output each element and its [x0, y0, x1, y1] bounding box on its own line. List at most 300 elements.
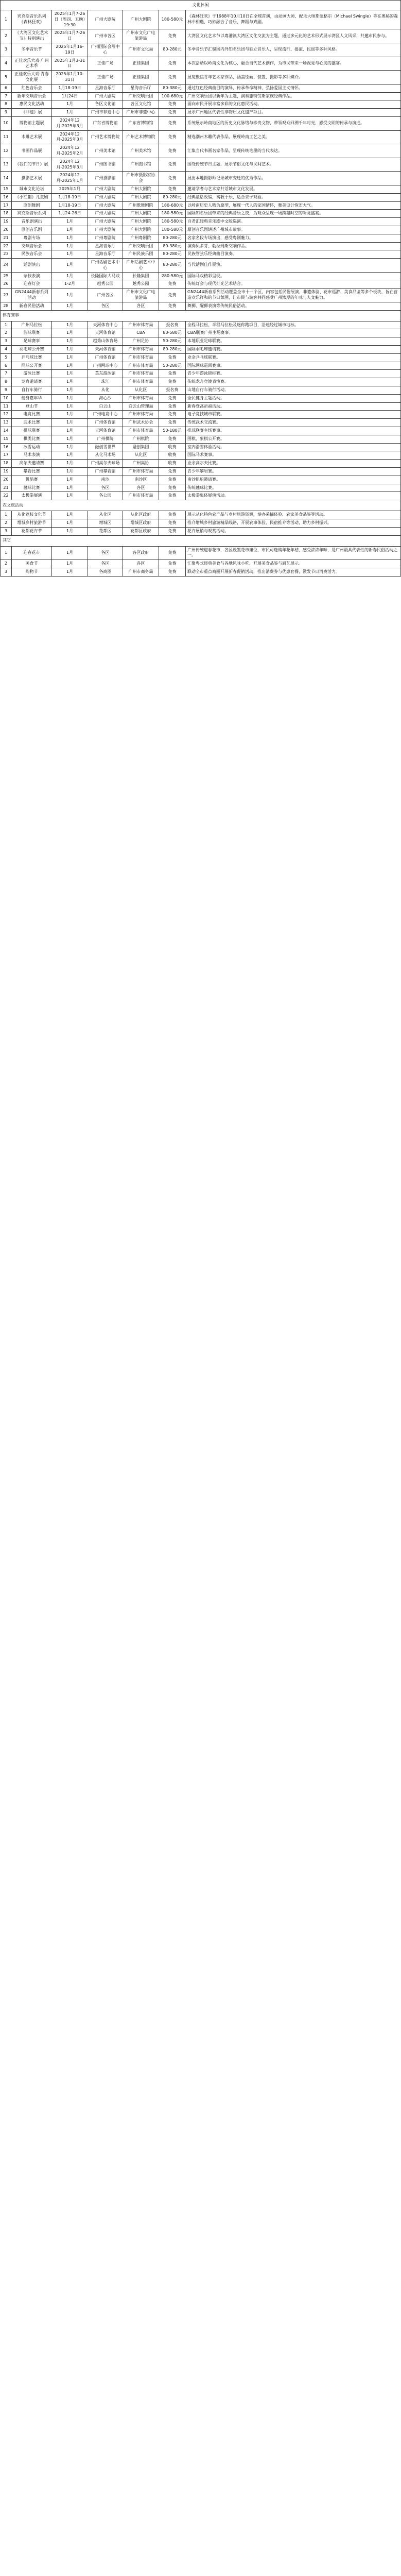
event-description: GN2444新春系列活动覆盖全市十一个区，内容包括民俗展演、非遗体验、花市巡游、美食品鉴等多个板块，旨在营造欢乐祥和的节日氛围，让市民与游客共同感受广州浓厚的年味与人文魅力。	[186, 289, 401, 302]
event-venue: 融创雪世界	[88, 443, 123, 451]
event-venue: 各区	[88, 302, 123, 310]
event-row	[1, 492, 401, 500]
event-price: 免费	[159, 29, 186, 43]
event-name: 花都花卉节	[12, 527, 52, 535]
event-date: 1月	[52, 419, 88, 427]
event-name: 棋类比赛	[12, 435, 52, 443]
event-price: 180-680元	[159, 201, 186, 210]
row-number: 1	[1, 10, 12, 29]
row-number: 1	[1, 511, 12, 519]
event-description: 原创音乐剧讲述广州城市故事。	[186, 226, 401, 234]
event-price: 80-280元	[159, 259, 186, 273]
row-number: 8	[1, 378, 12, 386]
event-description: 本地职业足球联赛。	[186, 337, 401, 346]
event-price: 免费	[159, 289, 186, 302]
event-description: 电子竞技城市联赛。	[186, 411, 401, 419]
event-venue: 各公园	[88, 492, 123, 500]
event-description: 舞狮、醒狮表演等传统民俗活动。	[186, 302, 401, 310]
event-venue: 广州网球中心	[88, 362, 123, 370]
event-venue: 广州大剧院	[88, 218, 123, 226]
event-organizer: 广州市摄影家协会	[123, 172, 159, 185]
event-organizer: 广州大剧院	[123, 193, 159, 201]
event-description: 花卉展销与观赏活动。	[186, 527, 401, 535]
event-organizer: 正佳集团	[123, 57, 159, 71]
row-number: 5	[1, 353, 12, 362]
event-description: 南沙帆船邀请赛。	[186, 476, 401, 484]
event-description: 国际网球巡回赛事。	[186, 362, 401, 370]
event-price: 免费	[159, 158, 186, 172]
event-description: 围棋、象棋公开赛。	[186, 435, 401, 443]
event-row	[1, 57, 401, 71]
event-date: 1月	[52, 234, 88, 242]
event-row	[1, 362, 401, 370]
event-organizer: 广州足协	[123, 337, 159, 346]
event-name: 杂技表演	[12, 272, 52, 280]
event-organizer: 南沙区	[123, 476, 159, 484]
event-name: 音乐剧演出	[12, 218, 52, 226]
event-description: 精选潮州木雕代表作品，展现岭南工艺之美。	[186, 130, 401, 144]
event-name: 高尔夫邀请赛	[12, 460, 52, 468]
row-number: 7	[1, 370, 12, 378]
event-organizer: 各区政府	[123, 546, 159, 560]
row-number: 6	[1, 362, 12, 370]
event-name: 交响音乐会	[12, 242, 52, 250]
event-row	[1, 370, 401, 378]
event-row	[1, 92, 401, 100]
event-date: 1月	[52, 411, 88, 419]
event-organizer: 广州市体育局	[123, 353, 159, 362]
event-date: 1月	[52, 427, 88, 435]
event-name: 篮球联赛	[12, 329, 52, 337]
event-name: 羽毛球公开赛	[12, 346, 52, 354]
event-description: 冬季音乐节汇聚国内外知名乐团与独立音乐人，呈现流行、摇滚、民谣等多种风格。	[186, 43, 401, 57]
event-price: 50-280元	[159, 337, 186, 346]
event-organizer: 广州市体育局	[123, 378, 159, 386]
event-date: 1月	[52, 460, 88, 468]
event-name: 迎春灯会	[12, 280, 52, 289]
event-name: 新春民俗活动	[12, 302, 52, 310]
event-description: 名家名段专场演出，感受粤剧魅力。	[186, 234, 401, 242]
event-date: 1月	[52, 386, 88, 395]
event-row	[1, 193, 401, 201]
event-row	[1, 280, 401, 289]
row-number: 3	[1, 568, 12, 576]
event-name: 民族音乐会	[12, 250, 52, 259]
event-description: 传统武术交流赛。	[186, 419, 401, 427]
event-venue: 从化区	[88, 511, 123, 519]
event-date: 1月	[52, 476, 88, 484]
event-venue: 长隆国际大马戏	[88, 272, 123, 280]
event-price: 免费	[159, 435, 186, 443]
event-price: 免费	[159, 484, 186, 492]
row-number: 27	[1, 289, 12, 302]
row-number: 7	[1, 92, 12, 100]
event-date: 1月	[52, 511, 88, 519]
event-venue: 广州艺术博物院	[88, 130, 123, 144]
event-organizer: 广州武术协会	[123, 419, 159, 427]
event-name: 健身嘉年华	[12, 394, 52, 402]
event-description: 展示从化特色农产品与乡村旅游资源，举办采摘体验、农家美食品鉴等活动。	[186, 511, 401, 519]
event-venue: 广州体育馆	[88, 419, 123, 427]
event-venue: 各区	[88, 560, 123, 568]
row-number: 19	[1, 218, 12, 226]
row-number: 14	[1, 427, 12, 435]
event-row	[1, 476, 401, 484]
event-description: 当代话剧佳作展演。	[186, 259, 401, 273]
event-row	[1, 546, 401, 560]
event-price: 80-280元	[159, 346, 186, 354]
event-organizer: 广州市体育局	[123, 370, 159, 378]
event-row	[1, 443, 401, 451]
event-venue: 广州大剧院	[88, 185, 123, 193]
event-organizer: 花都区政府	[123, 527, 159, 535]
event-row	[1, 378, 401, 386]
event-name: 原创舞剧	[12, 201, 52, 210]
event-venue: 广州话剧艺术中心	[88, 259, 123, 273]
event-venue: 广州摄影馆	[88, 172, 123, 185]
event-name: 美食节	[12, 560, 52, 568]
event-date: 1月	[52, 435, 88, 443]
event-name: 乒乓球比赛	[12, 353, 52, 362]
event-date: 1月	[52, 468, 88, 476]
event-date: 2024年12月-2025年2月	[52, 144, 88, 158]
event-organizer: 广州大剧院	[123, 218, 159, 226]
event-venue: 广州攀岩馆	[88, 468, 123, 476]
event-venue: 广州国际会展中心	[88, 43, 123, 57]
event-price: 免费	[159, 130, 186, 144]
event-date: 1月24日	[52, 92, 88, 100]
event-date: 1月	[52, 100, 88, 109]
event-organizer: 越秀公园	[123, 280, 159, 289]
event-name: 武术比赛	[12, 419, 52, 427]
event-date: 1月	[52, 546, 88, 560]
event-date: 1月18-19日	[52, 201, 88, 210]
event-row	[1, 272, 401, 280]
event-date: 1-2月	[52, 280, 88, 289]
event-row	[1, 321, 401, 329]
event-description: 国际马戏精彩呈现。	[186, 272, 401, 280]
event-row	[1, 568, 401, 576]
event-description: 传统龙舟竞渡表演赛。	[186, 378, 401, 386]
event-name: 太极拳展演	[12, 492, 52, 500]
event-price: 免费	[159, 172, 186, 185]
event-description: 国际知名乐团带来的经典音乐之夜，为观众呈现一场跨越时空的听觉盛宴。	[186, 210, 401, 218]
event-name: 攀岩比赛	[12, 468, 52, 476]
event-date: 2025年1月3-31日	[52, 57, 88, 71]
row-number: 21	[1, 234, 12, 242]
event-row	[1, 289, 401, 302]
event-row	[1, 560, 401, 568]
event-description: 《森林狂欢》于1988年10月10日在全球首演，由动画大师、配乐大师斯温格尔（Michael Swingle）等在奥秘的森林中相遇，巧妙融合了音乐、舞蹈与戏剧。	[186, 10, 401, 29]
event-row	[1, 346, 401, 354]
event-venue: 广东省博物馆	[88, 116, 123, 130]
event-venue: 天河体育中心	[88, 321, 123, 329]
event-name: 广州马拉松	[12, 321, 52, 329]
row-number: 1	[1, 321, 12, 329]
event-row	[1, 234, 401, 242]
event-organizer: 各区文化馆	[123, 100, 159, 109]
event-name: 摄影艺术展	[12, 172, 52, 185]
event-row	[1, 100, 401, 109]
event-price: 免费	[159, 280, 186, 289]
event-venue: 各商圈	[88, 568, 123, 576]
row-number: 8	[1, 100, 12, 109]
event-price: 收费	[159, 443, 186, 451]
event-description: 联动全市重点商圈开展新春促销活动，推出消费券与优惠套餐，激发节日消费活力。	[186, 568, 401, 576]
event-venue: 广州粤剧院	[88, 234, 123, 242]
event-price: 报名费	[159, 386, 186, 395]
event-organizer: 广州民族乐团	[123, 250, 159, 259]
event-row	[1, 29, 401, 43]
event-description: 展览聚焦青年艺术家作品，涵盖绘画、装置、摄影等多种媒介。	[186, 71, 401, 84]
event-organizer: CBA	[123, 329, 159, 337]
event-row	[1, 130, 401, 144]
event-date: 1月	[52, 250, 88, 259]
event-date: 1月	[52, 527, 88, 535]
event-date: 2025年1月7-26日（周四、五晚）19:30	[52, 10, 88, 29]
event-price: 免费	[159, 546, 186, 560]
title-row	[1, 1, 401, 10]
event-organizer: 广州高协	[123, 460, 159, 468]
event-description: 全程马拉松、半程马拉松及迷你跑项目，沿途经过城市地标。	[186, 321, 401, 329]
event-venue: 天河体育馆	[88, 346, 123, 354]
event-venue: 正佳广场	[88, 57, 123, 71]
row-number: 28	[1, 302, 12, 310]
event-date: 2024年12月-2025年3月	[52, 158, 88, 172]
event-row	[1, 158, 401, 172]
event-date: 2024年12月-2025年3月	[52, 116, 88, 130]
event-row	[1, 116, 401, 130]
event-description: 演奏贝多芬、勃拉姆斯交响作品。	[186, 242, 401, 250]
event-name: 惠民文化活动	[12, 100, 52, 109]
event-organizer: 广州美术馆	[123, 144, 159, 158]
event-name: 博物馆主题展	[12, 116, 52, 130]
row-number: 22	[1, 492, 12, 500]
event-venue: 广州棋院	[88, 435, 123, 443]
event-date: 1月	[52, 346, 88, 354]
event-date: 1月	[52, 362, 88, 370]
event-name: 新年交响音乐会	[12, 92, 52, 100]
event-organizer: 长隆集团	[123, 272, 159, 280]
event-description: 青少年游泳锦标赛。	[186, 370, 401, 378]
event-organizer: 广州大剧院	[123, 210, 159, 218]
event-price: 80-580元	[159, 329, 186, 337]
event-venue: 珠江	[88, 378, 123, 386]
event-price: 免费	[159, 109, 186, 117]
event-row	[1, 218, 401, 226]
event-venue: 广州大剧院	[88, 193, 123, 201]
event-venue: 各区	[88, 484, 123, 492]
event-price: 免费	[159, 519, 186, 528]
event-date: 2025年1月7-26日	[52, 29, 88, 43]
row-number: 21	[1, 484, 12, 492]
event-row	[1, 71, 401, 84]
event-row	[1, 329, 401, 337]
event-organizer: 广州市体育局	[123, 427, 159, 435]
event-venue: 广州大剧院	[88, 10, 123, 29]
event-price: 免费	[159, 560, 186, 568]
event-row	[1, 386, 401, 395]
event-date: 1月	[52, 519, 88, 528]
event-row	[1, 460, 401, 468]
event-name: 木雕艺术展	[12, 130, 52, 144]
event-price: 80-280元	[159, 193, 186, 201]
row-number: 14	[1, 172, 12, 185]
event-venue: 南沙	[88, 476, 123, 484]
row-number: 17	[1, 201, 12, 210]
event-price: 免费	[159, 57, 186, 71]
event-venue: 天河体育馆	[88, 329, 123, 337]
event-name: 电竞比赛	[12, 411, 52, 419]
event-date: 2025年1月16-19日	[52, 43, 88, 57]
event-price: 免费	[159, 419, 186, 427]
event-date: 2025年1月	[52, 185, 88, 193]
event-price: 180-580元	[159, 218, 186, 226]
event-row	[1, 242, 401, 250]
event-date: 1月	[52, 272, 88, 280]
row-number: 26	[1, 280, 12, 289]
event-organizer: 广州交响乐团	[123, 242, 159, 250]
event-venue: 广州电竞中心	[88, 411, 123, 419]
event-price: 报名费	[159, 321, 186, 329]
event-venue: 海心沙	[88, 394, 123, 402]
event-description: 经典童话改编，寓教于乐，适合亲子观看。	[186, 193, 401, 201]
event-date: 1月	[52, 353, 88, 362]
event-name: 增城乡村旅游节	[12, 519, 52, 528]
event-description: 展示广州地区代表性非物质文化遗产项目。	[186, 109, 401, 117]
event-organizer: 广州图书馆	[123, 158, 159, 172]
event-row	[1, 201, 401, 210]
event-date: 1月	[52, 226, 88, 234]
event-date: 1月	[52, 451, 88, 460]
event-price: 免费	[159, 468, 186, 476]
event-name: 排球联赛	[12, 427, 52, 435]
event-date: 1月	[52, 259, 88, 273]
event-organizer: 广州话剧艺术中心	[123, 259, 159, 273]
event-organizer: 广州市文化广电旅游局	[123, 289, 159, 302]
event-organizer: 广州市体育局	[123, 492, 159, 500]
event-description: 青少年攀岩赛。	[186, 468, 401, 476]
event-description: 传统毽球比赛。	[186, 484, 401, 492]
section-header-row	[1, 310, 401, 321]
row-number: 2	[1, 519, 12, 528]
row-number: 16	[1, 193, 12, 201]
event-organizer: 广州市体育局	[123, 321, 159, 329]
row-number: 1	[1, 546, 12, 560]
event-description: 业余高尔夫比赛。	[186, 460, 401, 468]
event-organizer: 广州歌舞剧院	[123, 201, 159, 210]
event-date: 1月24-26日	[52, 210, 88, 218]
row-number: 10	[1, 394, 12, 402]
event-venue: 越秀公园	[88, 280, 123, 289]
row-number: 15	[1, 435, 12, 443]
event-description: 围绕传统节日主题，展示节俗文化与民间艺术。	[186, 158, 401, 172]
event-price: 收费	[159, 460, 186, 468]
row-number: 20	[1, 476, 12, 484]
events-table-body	[1, 1, 401, 577]
row-number: 3	[1, 43, 12, 57]
row-number: 2	[1, 329, 12, 337]
event-organizer: 从化区政府	[123, 511, 159, 519]
event-name: 原创音乐剧	[12, 226, 52, 234]
event-date: 1月	[52, 109, 88, 117]
event-price: 80-280元	[159, 234, 186, 242]
event-row	[1, 84, 401, 92]
event-price: 免费	[159, 511, 186, 519]
event-organizer: 增城区政府	[123, 519, 159, 528]
row-number: 11	[1, 402, 12, 411]
event-name: 冰雪运动	[12, 443, 52, 451]
event-price: 80-280元	[159, 43, 186, 57]
event-description: 国际马术赛事。	[186, 451, 401, 460]
event-organizer: 各区	[123, 302, 159, 310]
event-name: GN2444新春系列活动	[12, 289, 52, 302]
event-price: 免费	[159, 100, 186, 109]
event-description: 室内滑雪体验活动。	[186, 443, 401, 451]
event-organizer: 广州市文化局	[123, 43, 159, 57]
event-row	[1, 402, 401, 411]
row-number: 11	[1, 130, 12, 144]
event-name: 书画作品展	[12, 144, 52, 158]
event-description: 民族管弦乐经典曲目演奏。	[186, 250, 401, 259]
events-table	[0, 0, 401, 577]
event-name: 宾克斯音乐系列	[12, 210, 52, 218]
event-description: 本次活动以岭南文化为核心，融合当代艺术创作，为市民带来一场视觉与心灵的盛宴。	[186, 57, 401, 71]
event-description: 百老汇经典音乐剧中文版巡演。	[186, 218, 401, 226]
event-venue: 各区	[88, 546, 123, 560]
event-date: 1月18-19日	[52, 84, 88, 92]
event-venue: 星海音乐厅	[88, 242, 123, 250]
event-date: 1月	[52, 484, 88, 492]
row-number: 2	[1, 560, 12, 568]
event-price: 180-580元	[159, 10, 186, 29]
event-price: 80-380元	[159, 242, 186, 250]
row-number: 5	[1, 71, 12, 84]
event-organizer: 广州交响乐团	[123, 92, 159, 100]
event-name: 迎春花市	[12, 546, 52, 560]
event-date: 1月	[52, 443, 88, 451]
event-row	[1, 337, 401, 346]
event-description: 新春登高祈福活动。	[186, 402, 401, 411]
event-name: 粤剧专场	[12, 234, 52, 242]
event-name: 正佳欢乐大戏·青春文化展	[12, 71, 52, 84]
event-venue: 正佳广场	[88, 71, 123, 84]
event-venue: 广州各区	[88, 289, 123, 302]
event-description: 系统展示岭南地区的历史文化脉络与珍贵文物，带领观众回溯千年时光，感受文明的传承与演进。	[186, 116, 401, 130]
event-organizer: 从化区	[123, 386, 159, 395]
event-name: 毽球比赛	[12, 484, 52, 492]
event-venue: 广州高尔夫球场	[88, 460, 123, 468]
event-organizer: 广州艺术博物院	[123, 130, 159, 144]
event-name: 登山节	[12, 402, 52, 411]
event-name: 《非遗》展	[12, 109, 52, 117]
event-price: 收费	[159, 451, 186, 460]
event-name: 红色音乐会	[12, 84, 52, 92]
event-organizer: 广州大剧院	[123, 10, 159, 29]
event-row	[1, 419, 401, 427]
event-row	[1, 185, 401, 193]
row-number: 6	[1, 84, 12, 92]
event-row	[1, 172, 401, 185]
row-number: 2	[1, 29, 12, 43]
event-organizer: 从化区	[123, 451, 159, 460]
event-venue: 广州市各区	[88, 29, 123, 43]
event-description: 广州交响乐团以新年为主题，演奏施特劳斯家族经典作品。	[186, 92, 401, 100]
section-label: 体育赛事	[1, 310, 401, 321]
event-row	[1, 451, 401, 460]
event-venue: 星海音乐厅	[88, 84, 123, 92]
event-price: 免费	[159, 492, 186, 500]
